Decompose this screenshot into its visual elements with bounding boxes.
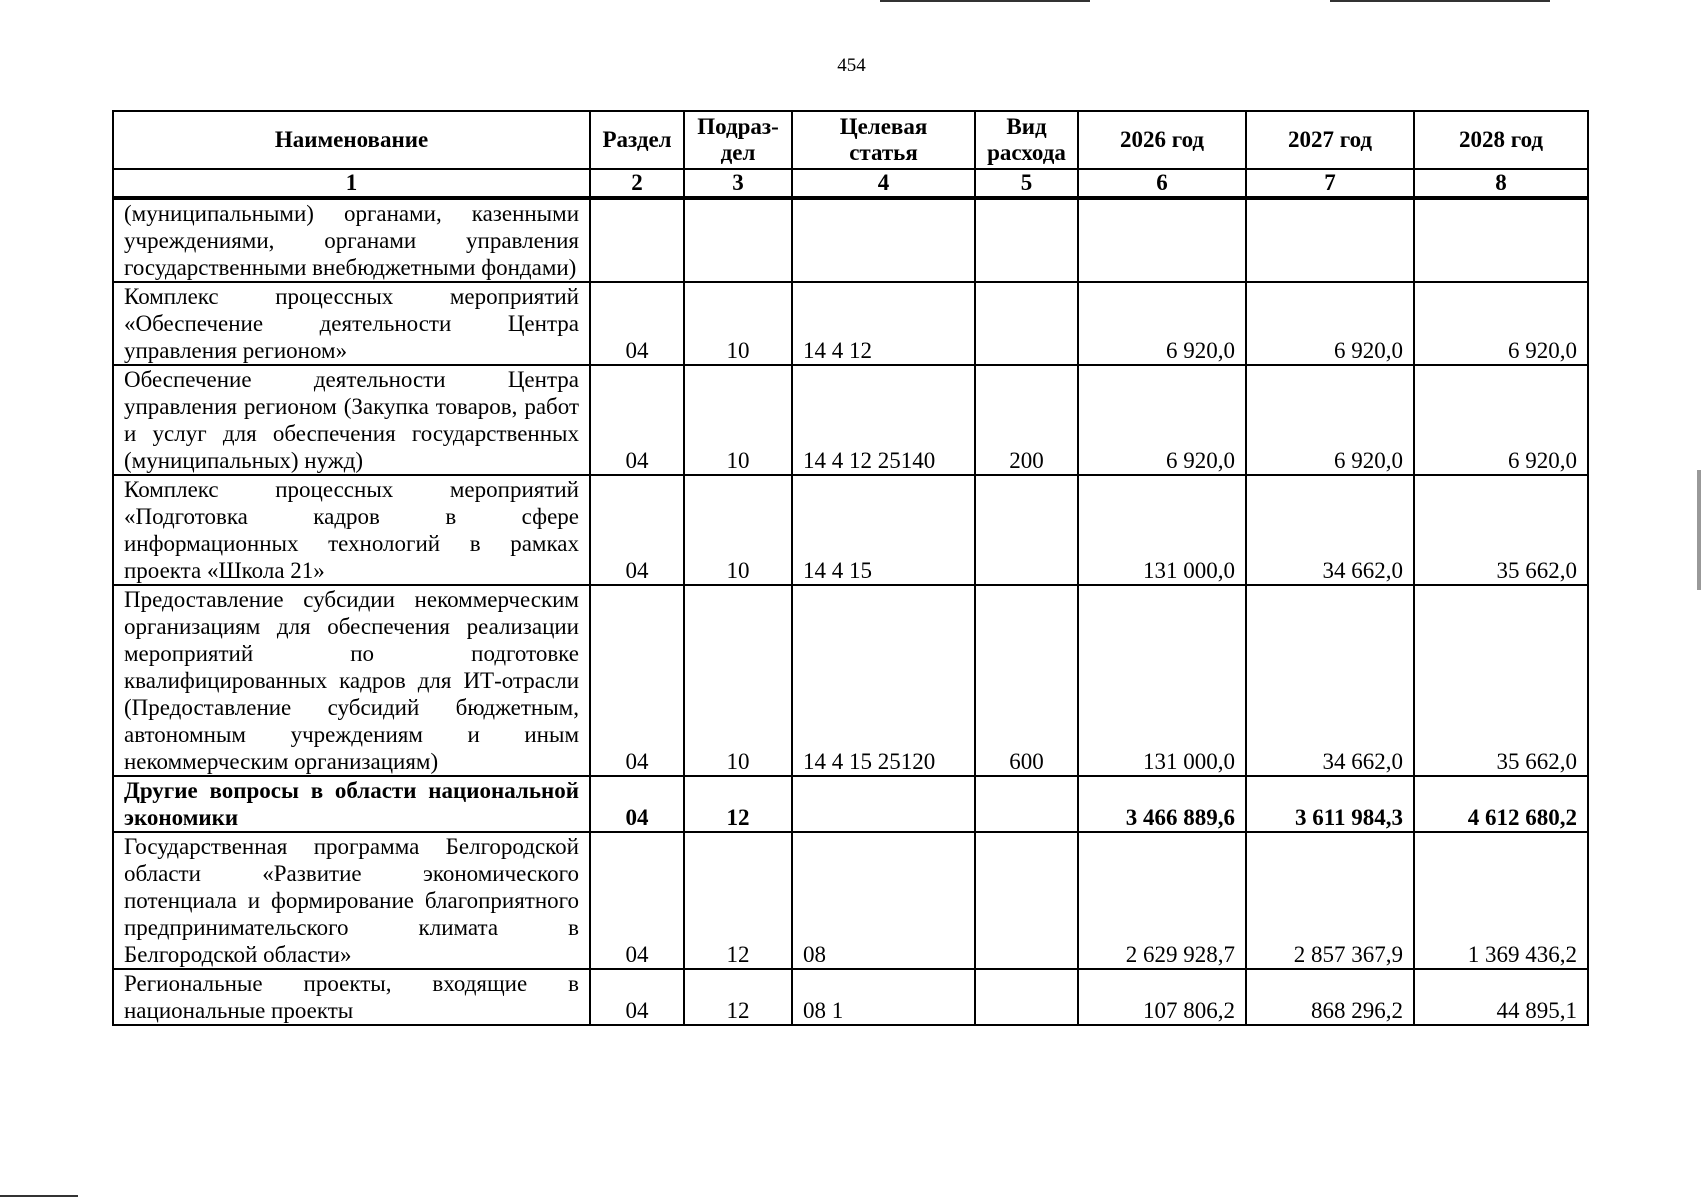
row-2027: 868 296,2: [1246, 969, 1414, 1025]
column-number: 7: [1246, 169, 1414, 198]
scan-artifact-top-right: [1330, 0, 1550, 2]
row-2026: [1078, 198, 1246, 282]
row-name: Другие вопросы в области национальной экономики: [113, 776, 590, 832]
row-statya: 14 4 12: [792, 282, 975, 365]
column-number-row: [113, 169, 1588, 198]
row-2028: 1 369 436,2: [1414, 832, 1588, 969]
column-number: 3: [684, 169, 792, 198]
row-statya: [792, 198, 975, 282]
page-number: 454: [837, 55, 866, 76]
table-row: [113, 365, 1588, 475]
row-2026: 6 920,0: [1078, 365, 1246, 475]
header-vid: Вид расхода: [975, 111, 1078, 169]
header-name: Наименование: [113, 111, 590, 169]
row-name: Обеспечение деятельности Центра управления регионом (Закупка товаров, работ и услуг для обеспечения государственных (муниципальных) нужд): [113, 365, 590, 475]
row-2026: 131 000,0: [1078, 585, 1246, 776]
table-row: [113, 282, 1588, 365]
scan-artifact-bottom-left: [0, 1195, 78, 1197]
row-2026: 6 920,0: [1078, 282, 1246, 365]
row-2027: 3 611 984,3: [1246, 776, 1414, 832]
row-name: Предоставление субсидии некоммерческим организациям для обеспечения реализации мероприятий по подготовке квалифицированных кадров для ИТ-отрасли (Предоставление субсидий бюджетным, автономным учреждениям и иным некоммерческим организациям): [113, 585, 590, 776]
scan-artifact-top: [880, 0, 1090, 2]
column-number: 6: [1078, 169, 1246, 198]
row-statya: 08: [792, 832, 975, 969]
row-podrazdel: 10: [684, 365, 792, 475]
row-name: (муниципальными) органами, казенными учреждениями, органами управления государственными внебюджетными фондами): [113, 198, 590, 282]
row-2028: 35 662,0: [1414, 475, 1588, 585]
header-razdel: Раздел: [590, 111, 684, 169]
row-2027: 6 920,0: [1246, 282, 1414, 365]
column-number: 2: [590, 169, 684, 198]
row-2028: [1414, 198, 1588, 282]
row-razdel: 04: [590, 832, 684, 969]
row-vid: [975, 198, 1078, 282]
row-2028: 6 920,0: [1414, 282, 1588, 365]
row-vid: 600: [975, 585, 1078, 776]
row-2026: 2 629 928,7: [1078, 832, 1246, 969]
row-2026: 3 466 889,6: [1078, 776, 1246, 832]
row-2028: 44 895,1: [1414, 969, 1588, 1025]
column-number: 4: [792, 169, 975, 198]
table-row: [113, 475, 1588, 585]
header-row: [113, 111, 1588, 169]
table-row: [113, 585, 1588, 776]
row-razdel: 04: [590, 585, 684, 776]
row-razdel: 04: [590, 365, 684, 475]
row-podrazdel: [684, 198, 792, 282]
header-podrazdel: Подраз- дел: [684, 111, 792, 169]
row-statya: 14 4 12 25140: [792, 365, 975, 475]
row-vid: [975, 776, 1078, 832]
row-statya: 08 1: [792, 969, 975, 1025]
row-2026: 107 806,2: [1078, 969, 1246, 1025]
header-2027: 2027 год: [1246, 111, 1414, 169]
header-statya: Целевая статья: [792, 111, 975, 169]
header-2026: 2026 год: [1078, 111, 1246, 169]
row-2026: 131 000,0: [1078, 475, 1246, 585]
scan-artifact-right: [1697, 470, 1701, 590]
row-statya: 14 4 15 25120: [792, 585, 975, 776]
table-row: [113, 969, 1588, 1025]
row-2028: 6 920,0: [1414, 365, 1588, 475]
row-vid: 200: [975, 365, 1078, 475]
table-row: [113, 832, 1588, 969]
column-number: 1: [113, 169, 590, 198]
row-podrazdel: 12: [684, 776, 792, 832]
row-podrazdel: 10: [684, 282, 792, 365]
row-statya: 14 4 15: [792, 475, 975, 585]
row-2027: 34 662,0: [1246, 585, 1414, 776]
row-podrazdel: 10: [684, 585, 792, 776]
row-vid: [975, 282, 1078, 365]
column-number: 8: [1414, 169, 1588, 198]
row-name: Государственная программа Белгородской области «Развитие экономического потенциала и формирование благоприятного предпринимательского климата в Белгородской области»: [113, 832, 590, 969]
row-2027: [1246, 198, 1414, 282]
row-podrazdel: 10: [684, 475, 792, 585]
row-statya: [792, 776, 975, 832]
row-razdel: 04: [590, 776, 684, 832]
row-2027: 6 920,0: [1246, 365, 1414, 475]
row-name: Региональные проекты, входящие в национальные проекты: [113, 969, 590, 1025]
header-2028: 2028 год: [1414, 111, 1588, 169]
row-razdel: 04: [590, 475, 684, 585]
row-podrazdel: 12: [684, 969, 792, 1025]
row-vid: [975, 475, 1078, 585]
row-2027: 2 857 367,9: [1246, 832, 1414, 969]
table-row-section-total: [113, 776, 1588, 832]
row-razdel: 04: [590, 282, 684, 365]
column-number: 5: [975, 169, 1078, 198]
row-2027: 34 662,0: [1246, 475, 1414, 585]
row-2028: 35 662,0: [1414, 585, 1588, 776]
row-vid: [975, 832, 1078, 969]
row-2028: 4 612 680,2: [1414, 776, 1588, 832]
row-vid: [975, 969, 1078, 1025]
row-razdel: 04: [590, 969, 684, 1025]
row-name: Комплекс процессных мероприятий «Подготовка кадров в сфере информационных технологий в рамках проекта «Школа 21»: [113, 475, 590, 585]
table-row: [113, 198, 1588, 282]
row-razdel: [590, 198, 684, 282]
row-name: Комплекс процессных мероприятий «Обеспечение деятельности Центра управления регионом»: [113, 282, 590, 365]
row-podrazdel: 12: [684, 832, 792, 969]
budget-table: [112, 110, 1589, 1026]
